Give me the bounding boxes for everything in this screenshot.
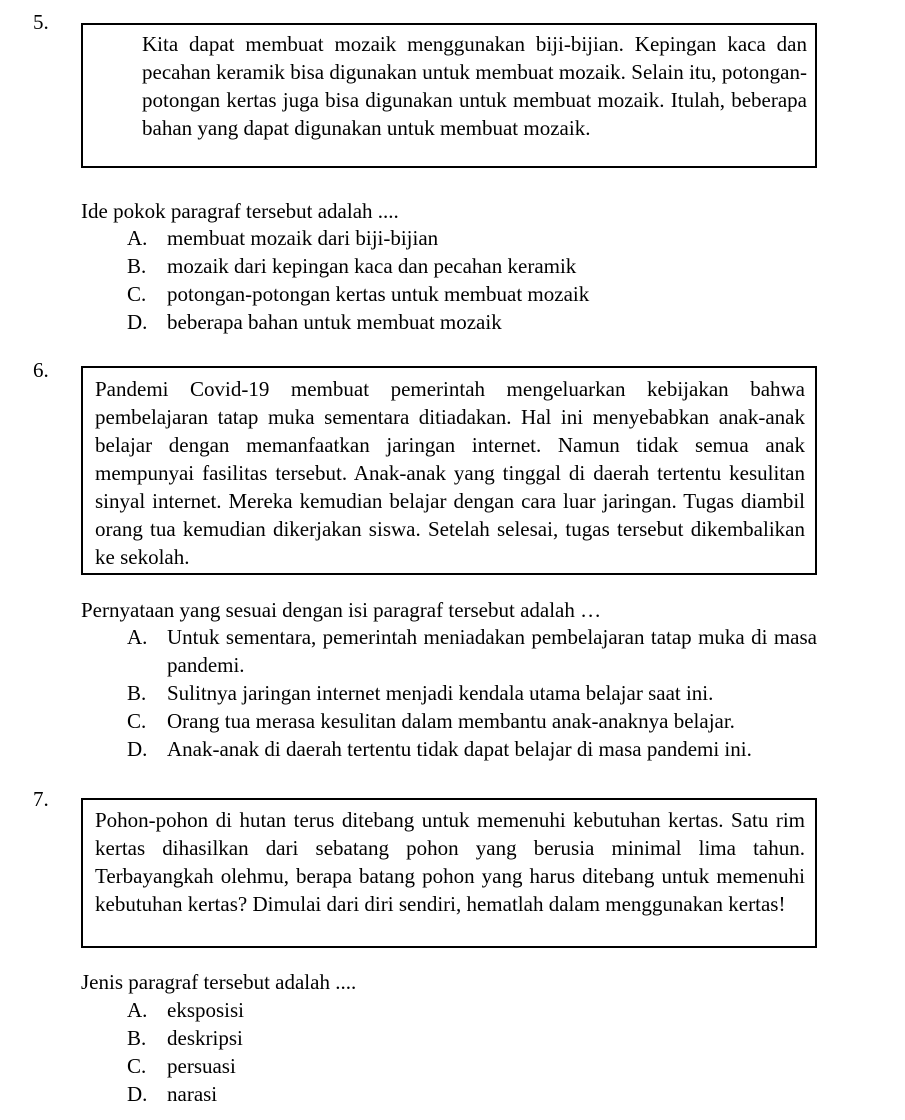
option-text: deskripsi [167,1026,243,1050]
option-letter: B. [127,254,147,278]
option-b[interactable] [127,252,817,280]
option-letter: B. [127,1026,147,1050]
option-a[interactable] [127,996,817,1024]
passage-text: Pohon-pohon di hutan terus ditebang untuk memenuhi kebutuhan kertas. Satu rim kertas dihasilkan dari sebatang pohon yang berusia minimal lima tahun. Terbayangkah olehmu, berapa batang pohon yang harus ditebang untuk memenuhi kebutuhan kertas? Dimulai dari diri sendiri, hematlah dalam menggunakan kertas! [95,808,805,916]
question-number: 7. [33,787,49,811]
question-prompt: Jenis paragraf tersebut adalah .... [81,970,357,994]
question-prompt: Ide pokok paragraf tersebut adalah .... [81,199,399,223]
option-a[interactable] [127,623,817,679]
option-text: Anak-anak di daerah tertentu tidak dapat belajar di masa pandemi ini. [167,737,752,761]
passage-box [81,798,817,948]
question-prompt: Pernyataan yang sesuai dengan isi paragraf tersebut adalah … [81,598,602,622]
option-text: narasi [167,1082,218,1106]
passage-box [81,366,817,575]
passage-text: Pandemi Covid-19 membuat pemerintah mengeluarkan kebijakan bahwa pembelajaran tatap muka sementara ditiadakan. Hal ini menyebabkan anak-anak belajar dengan memanfaatkan jaringan internet. Namun tidak semua anak mempunyai fasilitas tersebut. Anak-anak yang tinggal di daerah tertentu kesulitan sinyal internet. Mereka kemudian belajar dengan cara luar jaringan. Tugas diambil orang tua kemudian dikerjakan siswa. Setelah selesai, tugas tersebut dikembalikan ke sekolah. [95,377,805,569]
option-c[interactable] [127,707,817,735]
option-letter: D. [127,310,148,334]
option-b[interactable] [127,1024,817,1052]
option-letter: A. [127,226,148,250]
option-d[interactable] [127,735,817,763]
option-letter: C. [127,282,147,306]
option-letter: C. [127,1054,147,1078]
option-text: beberapa bahan untuk membuat mozaik [167,310,502,334]
options-list [127,996,817,1108]
option-text: mozaik dari kepingan kaca dan pecahan keramik [167,254,577,278]
option-c[interactable] [127,280,817,308]
option-letter: D. [127,1082,148,1106]
option-text: potongan-potongan kertas untuk membuat mozaik [167,282,590,306]
option-text: Untuk sementara, pemerintah meniadakan pembelajaran tatap muka di masa pandemi. [167,625,817,677]
option-text: eksposisi [167,998,245,1022]
option-d[interactable] [127,1080,817,1108]
options-list [127,623,817,763]
option-letter: A. [127,998,148,1022]
option-a[interactable] [127,224,817,252]
passage-box [81,23,817,168]
option-letter: A. [127,625,148,649]
option-letter: D. [127,737,148,761]
option-letter: C. [127,709,147,733]
option-text: membuat mozaik dari biji-bijian [167,226,439,250]
options-list [127,224,817,336]
option-text: Orang tua merasa kesulitan dalam membantu anak-anaknya belajar. [167,709,735,733]
option-b[interactable] [127,679,817,707]
question-number: 6. [33,358,49,382]
question-number: 5. [33,10,49,34]
option-letter: B. [127,681,147,705]
option-d[interactable] [127,308,817,336]
passage-text: Kita dapat membuat mozaik menggunakan biji-bijian. Kepingan kaca dan pecahan keramik bisa digunakan untuk membuat mozaik. Selain itu, potongan-potongan kertas juga bisa digunakan untuk membuat mozaik. Itulah, beberapa bahan yang dapat digunakan untuk membuat mozaik. [142,32,807,140]
option-c[interactable] [127,1052,817,1080]
option-text: persuasi [167,1054,236,1078]
option-text: Sulitnya jaringan internet menjadi kendala utama belajar saat ini. [167,681,714,705]
